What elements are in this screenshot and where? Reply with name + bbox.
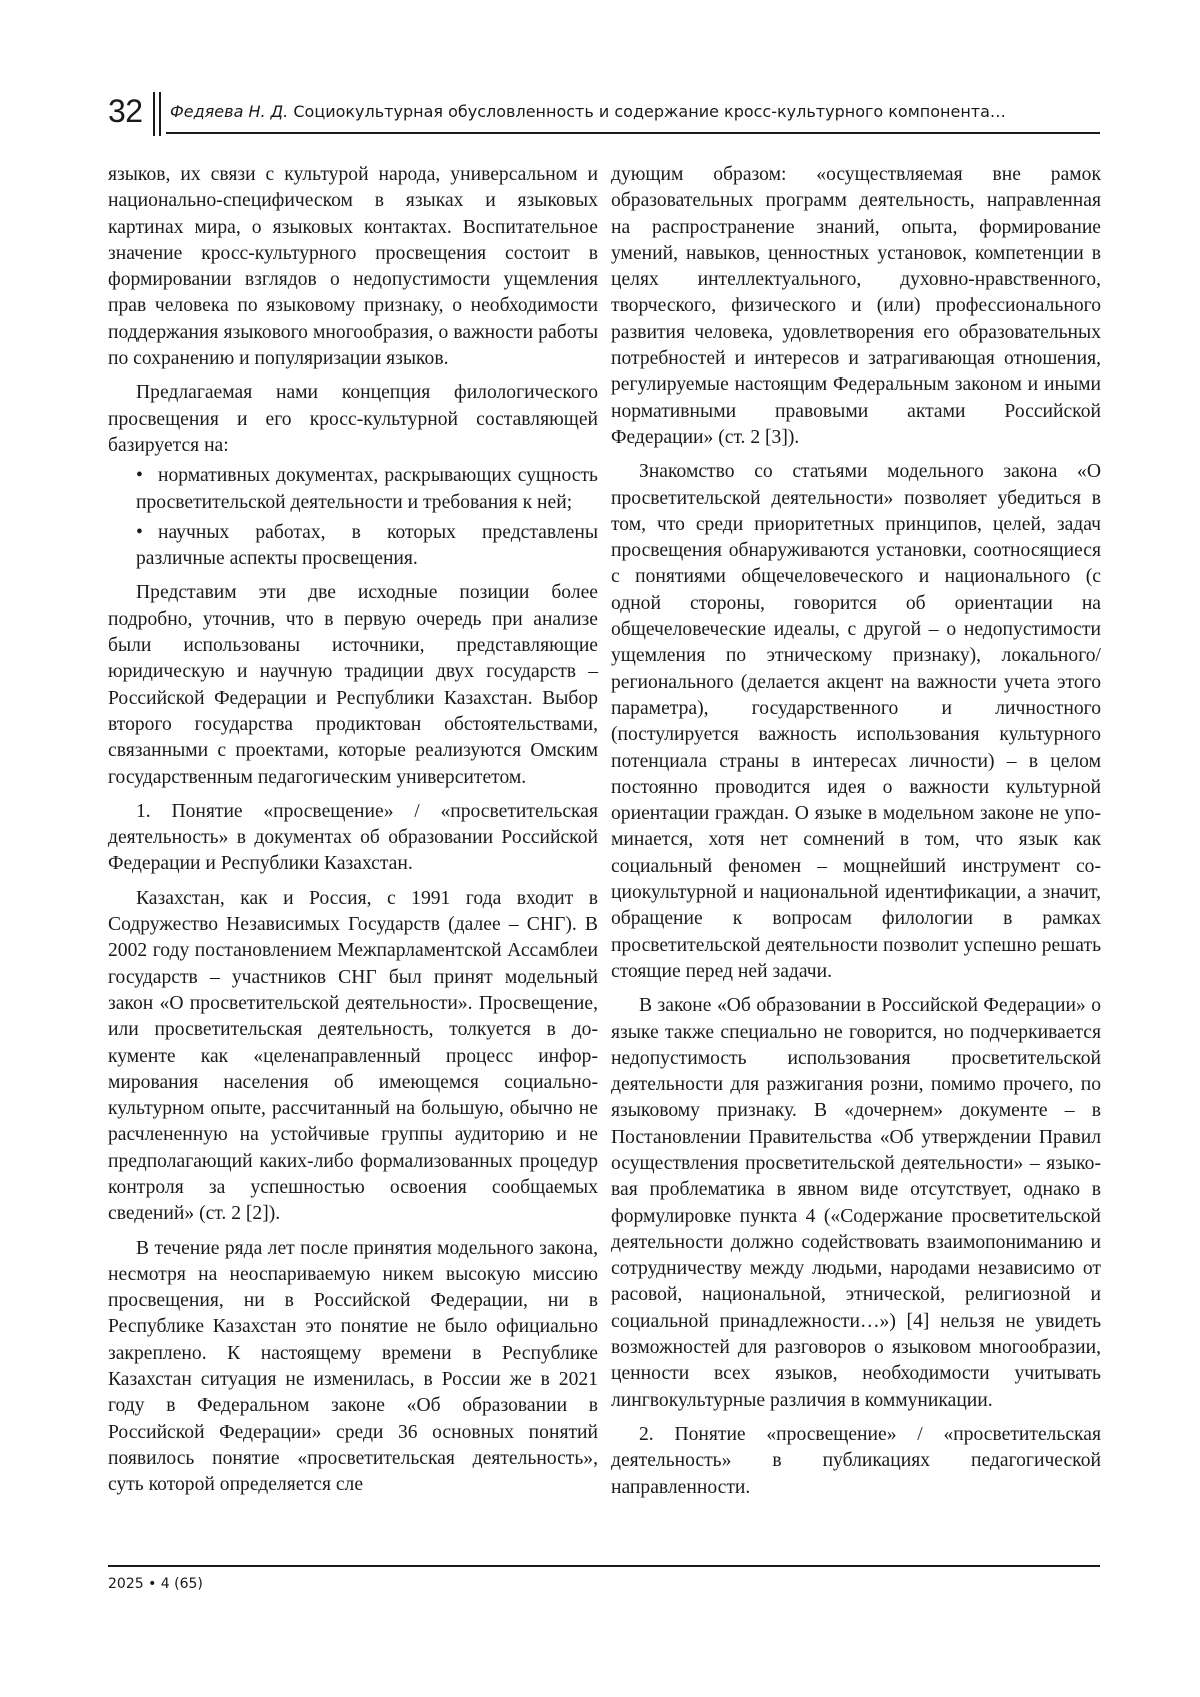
left-column — [108, 162, 598, 1499]
footer-rule — [108, 1565, 1100, 1567]
bullet-item — [108, 463, 598, 516]
paragraph: Предлагаемая нами концепция филологического просвещения и его кросс-культурной составляющей базируется на: — [108, 382, 598, 456]
paragraph: дующим образом: «осуществляемая вне рамок образовательных программ деятельность, направленная на распространение знаний, опыта, формирование умений, навыков, ценностных установок, компетенции в целях интеллектуального, духовно-нравственного, творческого, физического и (или) профессионального развития человека, удовлетворения его образовательных потребностей и интересов и затрагивающая отношения, регулируемые настоящим Федеральным законом и иными нормативными правовыми актами Российской Федерации» (ст. 2 [3]). — [611, 164, 1101, 448]
bullet-text: научных работах, в которых представлены различные аспекты просвещения. — [136, 521, 598, 570]
paragraph: Казахстан, как и Россия, с 1991 года входит в Содружество Независимых Государств (далее – СНГ). В 2002 году постановлением Межпарламентской Ассамблеи государств – участников СНГ был принят модельный закон «О просветительской деятельности». Просвещение, или просветительская деятельность, толкуется в документе как «целенаправленный процесс информирования населения об имеющемся социально-культурном опыте, рассчитанный на большую, обычно не расчлененную на устойчивые группы аудиторию и не предполагающий каких-либо формализованных процедур контроля за успешностью освоения сообщаемых сведений» (ст. 2 [2]). — [108, 887, 598, 1225]
running-title-author: Федяева Н. Д. — [170, 102, 289, 121]
paragraph: Знакомство со статьями модельного закона «О просветительской деятельности» позволяет убедиться в том, что среди приоритетных принципов, целей, задач просвещения обнаруживаются установки, соотносящиеся с понятиями общечеловеческого и национального (с одной стороны, говорится об ориентации на общечеловеческие идеалы, с другой – о недопустимости ущемления по этническому признаку), локального/регионального (делается акцент на важности учета этого параметра), государственного и личностного (постулируется важность использования культурного потенциала страны в интересах личности) – в целом постоянно проводится идея о важности культурной ориентации граждан. О языке в модельном законе не упоминается, хотя нет сомнений в том, что язык как социальный феномен – мощнейший инструмент социокультурной и национальной идентификации, а значит, обращение к вопросам филологии в рамках просветительской деятельности позволит успешно решать стоящие перед ней задачи. — [611, 461, 1101, 982]
issue-number: 2025 • 4 (65) — [108, 1576, 203, 1592]
section-heading: 2. Понятие «просвещение» / «просветительская деятельность» в публикациях педагогической направленности. — [611, 1423, 1101, 1498]
paragraph: Представим эти две исходные позиции более подробно, уточнив, что в первую очередь при анализе были использованы источники, представляющие юридическую и научную традиции двух государств – Российской Федерации и Республики Казахстан. Выбор второго государства продиктован обстоятельствами, связанными с проектами, которые реализуются Омским государственным педагогическим университетом. — [108, 582, 598, 788]
header-rule — [166, 132, 1100, 134]
page-header — [108, 88, 1100, 134]
running-title-text: Социокультурная обусловленность и содержание кросс-культурного компонента… — [288, 102, 1006, 121]
bullet-icon: • — [136, 465, 143, 487]
paragraph: языков, их связи с культурой народа, универсальном и национально-специфическом в языках и языковых картинах мира, о языковых контактах. Воспитательное значение кросс-культурного просвещения состоит в формировании взглядов о недопустимости ущемления прав человека по языковому признаку, о необходимости поддержания языкового многообразия, о важности работы по сохранению и популяризации языков. — [108, 164, 598, 370]
paragraph: В законе «Об образовании в Российской Федерации» о языке также специально не говорится, но подчеркивается недопустимость использования просветительской деятельности для разжигания розни, помимо прочего, по языковому признаку. В «дочернем» документе – в Постановлении Правительства «Об утверждении Правил осуществления просветительской деятельности» – языковая проблематика в явном виде отсутствует, однако в формулировке пункта 4 («Содержание просветительской деятельности должно содействовать взаимопониманию и сотрудничеству между людьми, народами независимо от расовой, национальной, этнической, религиозной и социальной принадлежности…») [4] нельзя не увидеть возможностей для разговоров о языковом многообразии, ценности всех языков, необходимости учитывать лингвокультурные различия в коммуникации. — [611, 995, 1101, 1411]
bullet-icon: • — [136, 521, 143, 543]
bullet-text: нормативных документах, раскрывающих сущность просветительской деятельности и требования к ней; — [136, 465, 598, 513]
right-column — [611, 162, 1101, 1501]
bullet-item — [108, 520, 598, 573]
page-number: 32 — [108, 93, 143, 129]
section-heading: 1. Понятие «просвещение» / «просветительская деятельность» в документах об образовании Российской Федерации и Республики Казахстан. — [108, 800, 598, 875]
header-divider-bar — [153, 92, 155, 136]
header-divider-bar — [159, 92, 161, 136]
running-title — [170, 102, 1006, 122]
paragraph: В течение ряда лет после принятия модельного закона, несмотря на неоспариваемую никем высокую миссию просвещения, ни в Российской Федерации, ни в Республике Казахстан это понятие не было официально закреплено. К настоящему времени в Республике Казахстан ситуация не изменилась, в России же в 2021 году в Федеральном законе «Об образовании в Российской Федерации» среди 36 основных понятий появилось понятие «просветительская деятельность», суть которой определяется сле — [108, 1237, 598, 1496]
